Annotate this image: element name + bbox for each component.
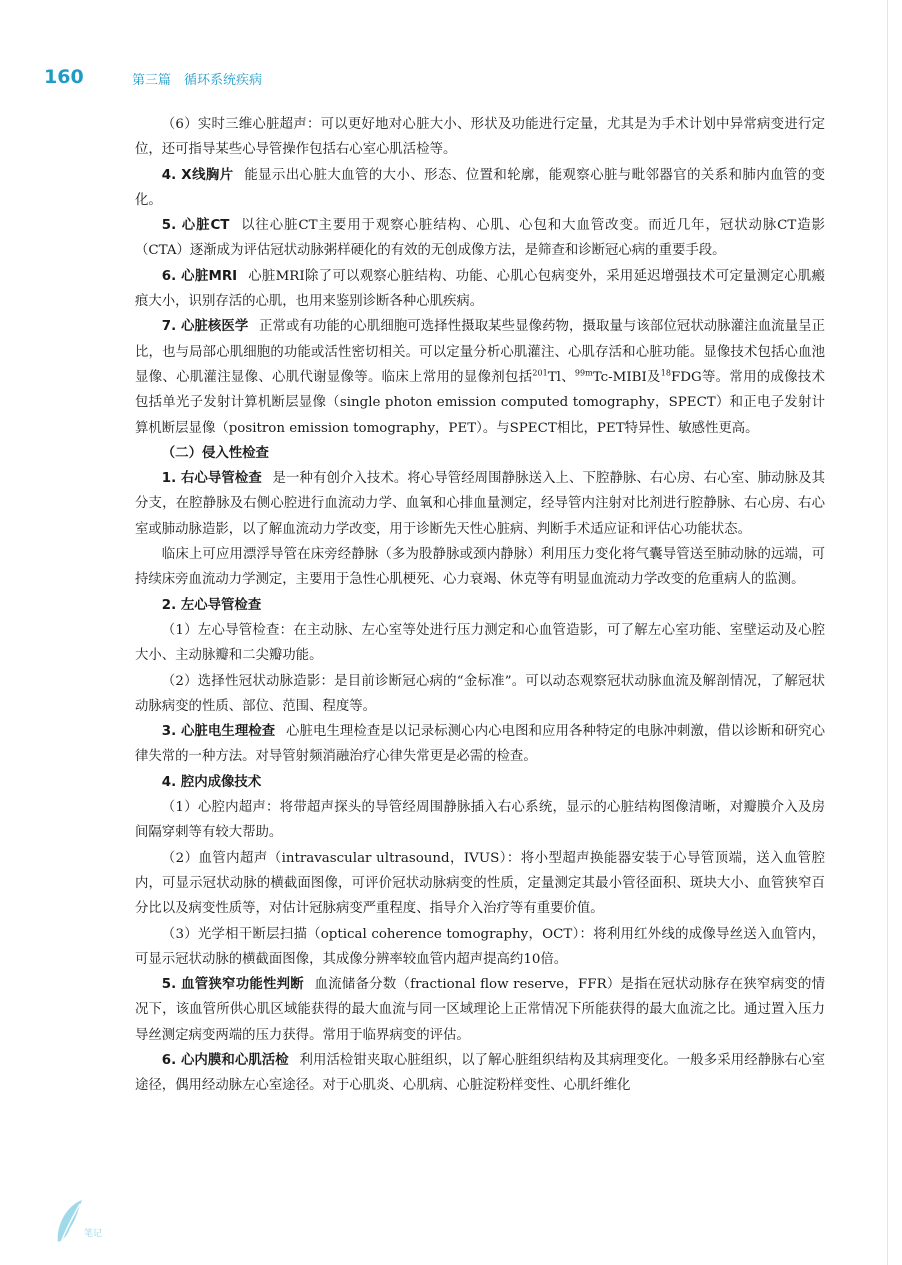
item-heading: 3. 心脏电生理检查 [161,724,276,740]
section-title: 第三篇 循环系统疾病 [132,73,263,88]
svg-text:笔记: 笔记 [84,1229,103,1239]
item-heading: 5. 心脏CT [161,218,230,234]
page-header [44,66,854,92]
page-edge [887,0,888,1265]
item-heading: 4. X线胸片 [161,167,234,183]
paragraph: 7. 心脏核医学 正常或有功能的心肌细胞可选择性摄取某些显像药物，摄取量与该部位冠状动脉灌注血流量呈正比，也与局部心肌细胞的功能或活性密切相关。可以定量分析心肌灌注、心肌存活和心脏功能。显像技术包括心血池显像、心肌灌注显像、心肌代谢显像等。临床上常用的显像剂包括$^{201}$Tl、$^{99m}$Tc-MIBI及$^{18}$FDG等。常用的成像技术包括单光子发射计算机断层显像（single photon emission computed tomography，SPECT）和正电子发射计算机断层显像（positron emission tomography，PET）。与SPECT相比，PET特异性、敏感性更高。 [135,319,825,436]
page-number: 160 [44,66,84,88]
paragraph: 3. 心脏电生理检查 心脏电生理检查是以记录标测心内心电图和应用各种特定的电脉冲刺激，借以诊断和研究心律失常的一种方法。对导管射频消融治疗心律失常更是必需的检查。 [135,724,825,765]
item-heading: 5. 血管狭窄功能性判断 [161,977,304,993]
paragraph: 5. 血管狭窄功能性判断 血流储备分数（fractional flow reserve，FFR）是指在冠状动脉存在狭窄病变的情况下，该血管所供心肌区域能获得的最大血流与同一区域理论上正常情况下所能获得的最大血流之比。通过置入压力导丝测定病变两端的压力获得。常用于临界病变的评估。 [135,977,825,1043]
paragraph: 1. 右心导管检查 是一种有创介入技术。将心导管经周围静脉送入上、下腔静脉、右心房、右心室、肺动脉及其分支，在腔静脉及右侧心腔进行血流动力学、血氧和心排血量测定，经导管内注射对比剂进行腔静脉、右心房、右心室或肺动脉造影，以了解血流动力学改变，用于诊断先天性心脏病、判断手术适应证和评估心功能状态。 [135,471,825,537]
item-heading: 6. 心脏MRI [161,268,238,284]
paragraph: 6. 心脏MRI 心脏MRI除了可以观察心脏结构、功能、心肌心包病变外，采用延迟增强技术可定量测定心肌瘢痕大小，识别存活的心肌，也用来鉴别诊断各种心肌疾病。 [135,268,825,310]
item-heading: 6. 心内膜和心肌活检 [161,1052,289,1068]
subsection-heading: （二）侵入性检查 [161,445,269,461]
feather-icon [48,1196,108,1248]
item-heading-line: 2. 左心导管检查 [161,597,262,613]
paragraph: （2）选择性冠状动脉造影：是目前诊断冠心病的“金标准”。可以动态观察冠状动脉血流及解剖情况，了解冠状动脉病变的性质、部位、范围、程度等。 [135,673,825,714]
item-heading: 1. 右心导管检查 [161,471,262,487]
paragraph: （3）光学相干断层扫描（optical coherence tomography，OCT）：将利用红外线的成像导丝送入血管内，可显示冠状动脉的横截面图像，其成像分辨率较血管内超声提高约10倍。 [135,926,825,967]
paragraph: 临床上可应用漂浮导管在床旁经静脉（多为股静脉或颈内静脉）利用压力变化将气囊导管送至肺动脉的远端，可持续床旁血流动力学测定，主要用于急性心肌梗死、心力衰竭、休克等有明显血流动力学改变的危重病人的监测。 [135,547,825,588]
paragraph: （1）左心导管检查：在主动脉、左心室等处进行压力测定和心血管造影，可了解左心室功能、室壁运动及心腔大小、主动脉瓣和二尖瓣功能。 [135,622,825,664]
paragraph: 5. 心脏CT 以往心脏CT主要用于观察心脏结构、心肌、心包和大血管改变。而近几年，冠状动脉CT造影（CTA）逐渐成为评估冠状动脉粥样硬化的有效的无创成像方法，是筛查和诊断冠心病的重要手段。 [135,218,825,259]
paragraph: 6. 心内膜和心肌活检 利用活检钳夹取心脏组织，以了解心脏组织结构及其病理变化。一般多采用经静脉右心室途径，偶用经动脉左心室途径。对于心肌炎、心肌病、心脏淀粉样变性、心肌纤维化 [135,1052,825,1094]
paragraph: 4. X线胸片 能显示出心脏大血管的大小、形态、位置和轮廓，能观察心脏与毗邻器官的关系和肺内血管的变化。 [135,167,826,208]
paragraph: （2）血管内超声（intravascular ultrasound，IVUS）：将小型超声换能器安装于心导管顶端，送入血管腔内，可显示冠状动脉的横截面图像，可评价冠状动脉病变的性质，定量测定其最小管径面积、斑块大小、血管狭窄百分比以及病变性质等，对估计冠脉病变严重程度、指导介入治疗等有重要价值。 [135,850,825,917]
item-heading-line: 4. 腔内成像技术 [161,774,262,790]
notes-logo [48,1196,108,1248]
paragraph: （6）实时三维心脏超声：可以更好地对心脏大小、形状及功能进行定量，尤其是为手术计划中异常病变进行定位，还可指导某些心导管操作包括右心室心肌活检等。 [135,117,825,158]
paragraph: （1）心腔内超声：将带超声探头的导管经周围静脉插入右心系统，显示的心脏结构图像清晰，对瓣膜介入及房间隔穿刺等有较大帮助。 [135,800,825,841]
body-text [135,112,825,1099]
item-heading: 7. 心脏核医学 [161,319,249,335]
